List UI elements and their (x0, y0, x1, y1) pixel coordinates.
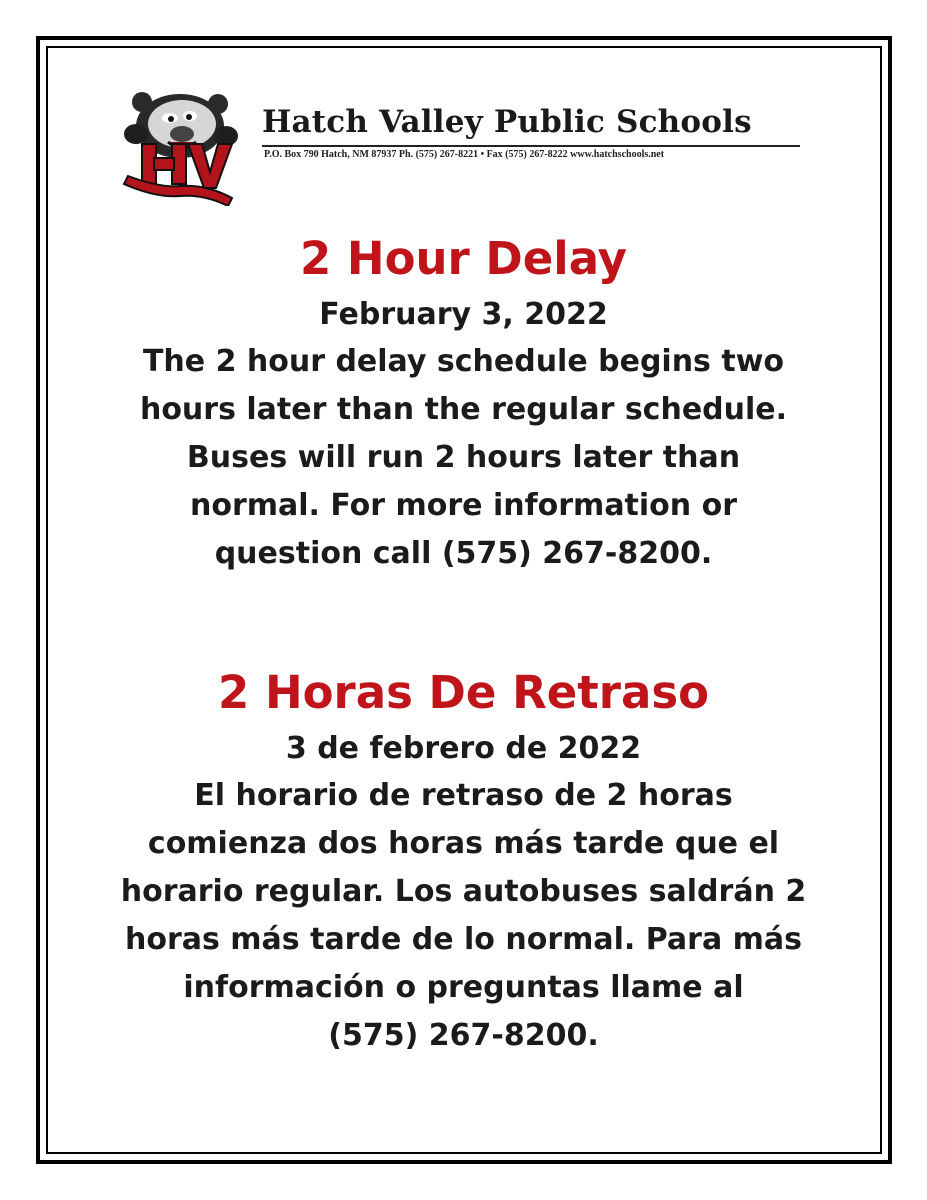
english-title: 2 Hour Delay (299, 232, 628, 285)
spanish-line: (575) 267-8200. (328, 1018, 599, 1053)
spanish-line: comienza dos horas más tarde que el (147, 826, 780, 861)
spanish-notice (60, 666, 867, 1060)
spanish-line: horas más tarde de lo normal. Para más (124, 922, 803, 957)
english-line: Buses will run 2 hours later than (186, 440, 741, 475)
spanish-date: 3 de febrero de 2022 (285, 731, 642, 766)
bear-mascot-hv-logo-icon (120, 88, 238, 206)
spanish-line: horario regular. Los autobuses saldrán 2 (120, 874, 807, 909)
spanish-line: El horario de retraso de 2 horas (194, 778, 733, 813)
english-line: hours later than the regular schedule. (139, 392, 788, 427)
english-line: The 2 hour delay schedule begins two (142, 344, 785, 379)
english-notice (60, 232, 867, 578)
letterhead (120, 88, 820, 208)
letterhead-divider (262, 145, 800, 147)
spanish-line: información o preguntas llame al (183, 970, 744, 1005)
english-date: February 3, 2022 (319, 297, 608, 332)
english-body (60, 338, 867, 578)
spanish-body (60, 772, 867, 1060)
english-line: normal. For more information or (189, 488, 738, 523)
spanish-title: 2 Horas De Retraso (217, 666, 710, 719)
school-contact-info: P.O. Box 790 Hatch, NM 87937 Ph. (575) 267-8221 • Fax (575) 267-8222 www.hatchschools.net (264, 149, 665, 160)
school-name: Hatch Valley Public Schools (262, 104, 752, 140)
english-line: question call (575) 267-8200. (214, 536, 713, 571)
